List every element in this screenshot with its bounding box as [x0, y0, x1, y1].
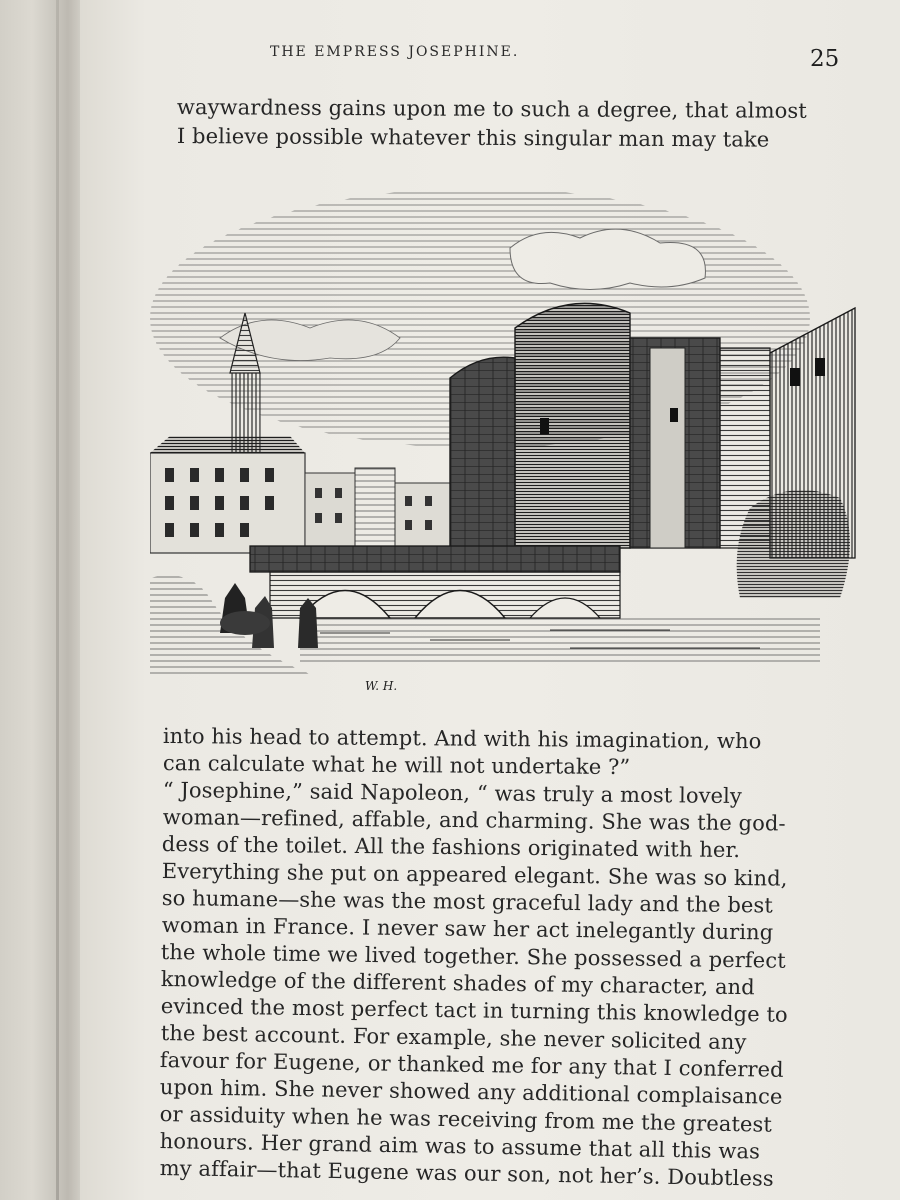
text-line: into his head to attempt. And with his imagination, who [162, 724, 762, 754]
text-line: Everything she put on appeared elegant. She was so kind, [161, 859, 788, 891]
text-line: knowledge of the different shades of my character, and [160, 967, 755, 1000]
text-line: waywardness gains upon me to such a degree, that almost [176, 95, 807, 123]
text-line: the whole time we lived together. She possessed a perfect [160, 940, 786, 973]
text-line: so humane—she was the most graceful lady and the best [161, 886, 774, 918]
text-line: woman—refined, affable, and charming. She was the god- [162, 805, 786, 836]
text-line: I believe possible whatever this singular man may take [176, 124, 770, 152]
text-line: can calculate what he will not undertake ?” [162, 751, 631, 780]
town-buildings [305, 468, 450, 548]
text-line: favour for Eugene, or thanked me for any that I conferred [159, 1048, 784, 1082]
text-line: “ Josephine,” said Napoleon, “ was truly a most lovely [162, 778, 743, 809]
previous-page-edge [56, 0, 59, 1200]
text-line: dess of the toilet. All the fashions originated with her. [161, 832, 741, 863]
text-line: woman in France. I never saw her act inelegantly during [161, 913, 774, 945]
text-line: upon him. She never showed any additional complaisance [159, 1075, 783, 1109]
text-line: my affair—that Eugene was our son, not her’s. Doubtless [159, 1156, 774, 1191]
text-line: or assiduity when he was receiving from me the greatest [159, 1102, 773, 1137]
page-number: 25 [810, 46, 840, 72]
river [300, 618, 820, 663]
text-line: the best account. For example, she never solicited any [160, 1021, 747, 1055]
castle-engraving [150, 178, 860, 698]
text-line: honours. Her grand aim was to assume that all this was [159, 1129, 761, 1164]
engraver-signature: W. H. [365, 679, 398, 693]
running-title: THE EMPRESS JOSEPHINE. [270, 44, 520, 60]
text-line: evinced the most perfect tact in turning this knowledge to [160, 994, 788, 1027]
book-gutter [0, 0, 80, 1200]
